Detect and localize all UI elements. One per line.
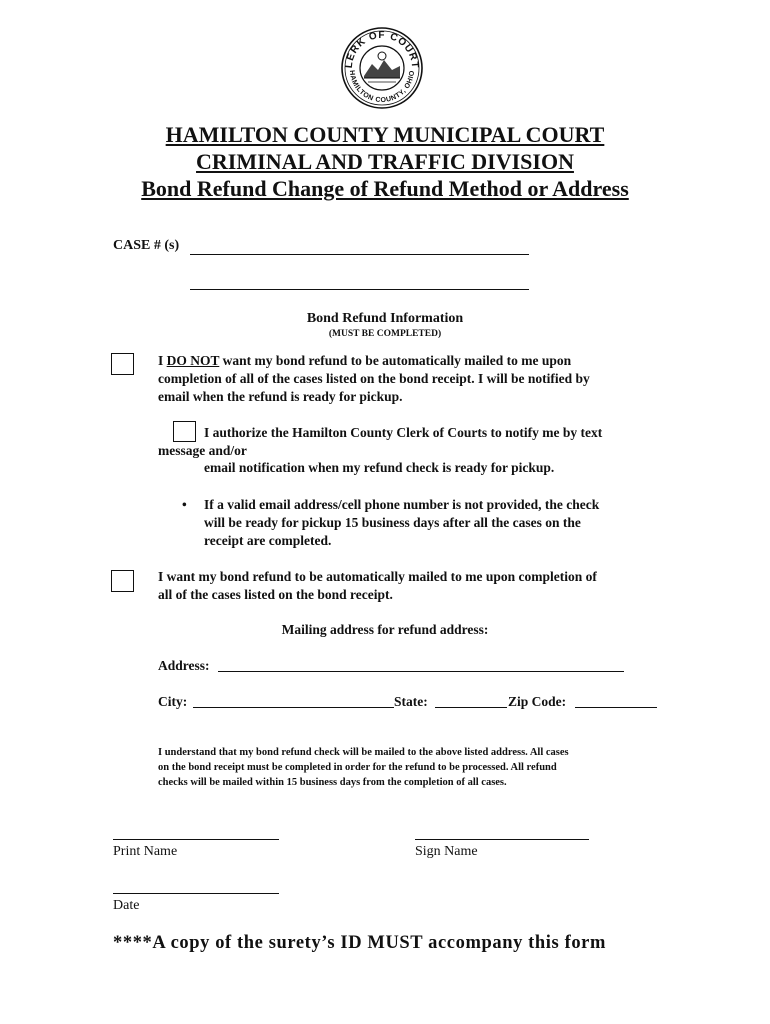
city-field[interactable]	[193, 707, 394, 708]
mailing-heading: Mailing address for refund address:	[281, 622, 489, 637]
mail-line1: I want my bond refund to be automatically mailed to me upon completion of	[158, 569, 597, 584]
case-number-field-2[interactable]	[190, 289, 529, 290]
mail-option-text	[158, 568, 678, 604]
pickup-line2: completion of all of the cases listed on the bond receipt. I will be notified by	[158, 371, 590, 386]
seal-top-text: LERK OF COURT	[343, 30, 421, 70]
mail-option-checkbox[interactable]	[111, 570, 134, 592]
authorize-line1: I authorize the Hamilton County Clerk of Courts to notify me by text	[204, 425, 603, 440]
seal-bottom-text: HAMILTON COUNTY, OHIO	[347, 69, 417, 105]
do-not-emphasis: DO NOT	[166, 353, 220, 368]
city-label: City:	[158, 694, 188, 709]
surety-id-notice: ****A copy of the surety’s ID MUST accompany this form	[113, 933, 607, 953]
pickup-option-text	[158, 352, 678, 406]
address-field[interactable]	[218, 671, 624, 672]
seal-graphic	[340, 26, 424, 110]
address-label: Address:	[158, 658, 210, 673]
print-name-field[interactable]	[113, 839, 279, 840]
understand-line2: on the bond receipt must be completed in order for the refund to be processed. All refund	[158, 762, 557, 773]
bullet-line3: receipt are completed.	[204, 533, 332, 548]
mail-line2: all of the cases listed on the bond receipt.	[158, 587, 393, 602]
date-field[interactable]	[113, 893, 279, 894]
zip-field[interactable]	[575, 707, 657, 708]
pickup-line1: want my bond refund to be automatically mailed to me upon	[219, 353, 572, 368]
case-number-field[interactable]	[190, 254, 529, 255]
understand-line3: checks will be mailed within 15 business days from the completion of all cases.	[158, 777, 507, 788]
bullet-icon: •	[182, 497, 187, 512]
pickup-prefix: I	[158, 353, 167, 368]
understanding-statement	[158, 745, 569, 790]
authorize-line3: email notification when my refund check is ready for pickup.	[204, 460, 555, 475]
pickup-line3: email when the refund is ready for pickup.	[158, 389, 403, 404]
court-name-heading: HAMILTON COUNTY MUNICIPAL COURT	[165, 122, 605, 147]
state-label: State:	[394, 694, 428, 709]
print-name-label: Print Name	[113, 844, 178, 859]
authorize-notification-checkbox[interactable]	[173, 421, 196, 442]
understand-line1: I understand that my bond refund check will be mailed to the above listed address. All cases	[158, 747, 569, 758]
zip-label: Zip Code:	[508, 694, 567, 709]
form-title: Bond Refund Change of Refund Method or Address	[141, 176, 629, 201]
refund-info-subheading: (MUST BE COMPLETED)	[328, 329, 442, 339]
clerk-of-courts-seal	[340, 26, 424, 110]
bullet-line2: will be ready for pickup 15 business days after all the cases on the	[204, 515, 581, 530]
sign-name-label: Sign Name	[415, 844, 478, 859]
case-number-label: CASE # (s)	[113, 238, 180, 253]
bullet-line1: If a valid email address/cell phone number is not provided, the check	[204, 497, 600, 512]
bullet-note	[204, 496, 674, 550]
authorize-line2: message and/or	[158, 443, 247, 458]
sign-name-field[interactable]	[415, 839, 589, 840]
date-label: Date	[113, 898, 140, 913]
division-heading: CRIMINAL AND TRAFFIC DIVISION	[196, 149, 574, 174]
refund-info-heading: Bond Refund Information	[306, 311, 464, 326]
state-field[interactable]	[435, 707, 507, 708]
pickup-option-checkbox[interactable]	[111, 353, 134, 375]
